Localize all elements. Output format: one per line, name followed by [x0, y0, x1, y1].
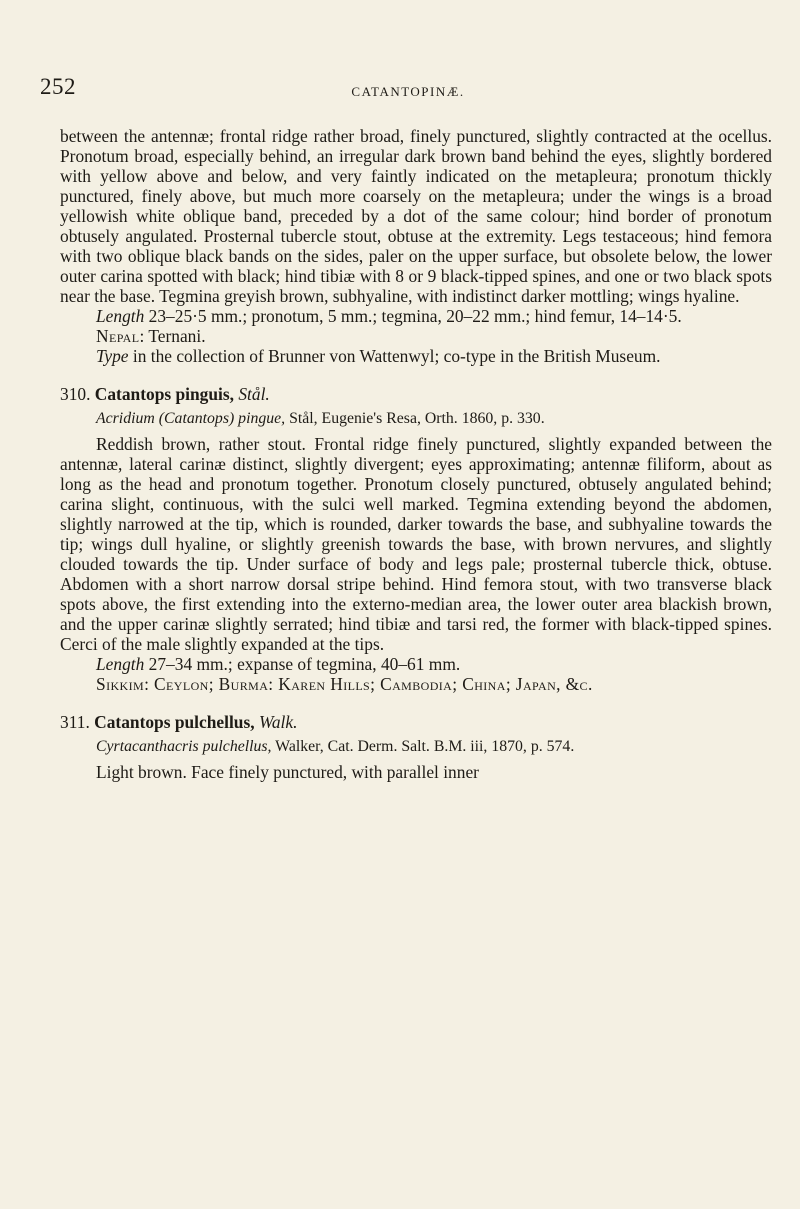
- locality-text: : Ternani.: [139, 326, 206, 346]
- type-text: in the collection of Brunner von Wattenwyl; co-type in the British Museum.: [128, 346, 661, 366]
- species-name: Catantops pinguis,: [94, 384, 234, 404]
- type-label: Type: [96, 346, 129, 366]
- length-label: Length: [96, 306, 145, 326]
- synonym-311: [60, 737, 772, 756]
- synonym-reference: Stål, Eugenie's Resa, Orth. 1860, p. 330.: [285, 410, 545, 427]
- species-author: Walk.: [258, 712, 298, 732]
- synonym-310: [60, 409, 772, 428]
- book-page: [40, 74, 776, 104]
- synonym-species: (Catantops) pingue,: [158, 410, 286, 427]
- entry-309-type: [60, 346, 772, 366]
- synonym-name: Cyrtacanthacris pulchellus,: [96, 738, 272, 755]
- synonym-reference: Walker, Cat. Derm. Salt. B.M. iii, 1870, p. 574.: [271, 738, 575, 755]
- locality-label: Nepal: [96, 326, 140, 346]
- species-heading-310: [60, 384, 772, 404]
- page-header: [40, 74, 776, 104]
- species-number: 311.: [60, 712, 90, 732]
- page-number: 252: [40, 74, 76, 99]
- entry-310-description: Reddish brown, rather stout. Frontal ridge finely punctured, slightly expanded between the antennæ, lateral carinæ distinct, slightly divergent; eyes approximating; antennæ filiform, about as long as the head and pronotum together. Pronotum closely punctured, obtusely angulated behind; carina slight, continuous, with the sulci well marked. Tegmina extending beyond the abdomen, slightly narrowed at the tip, which is rounded, darker towards the base, and subhyaline towards the tip; wings dull hyaline, or slightly greenish towards the base, with brown nervures, and slightly clouded towards the tip. Under surface of body and legs pale; prosternal tubercle thick, obtuse. Abdomen with a short narrow dorsal stripe behind. Hind femora stout, with two transverse black spots above, the first extending into the externo-median area, the lower outer area blackish brown, and the upper carinæ slightly serrated; hind tibiæ and tarsi red, the former with black-tipped spines. Cerci of the male slightly expanded at the tips.: [60, 434, 772, 654]
- species-author: Stål.: [238, 384, 270, 404]
- species-name: Catantops pulchellus,: [94, 712, 255, 732]
- length-text: 23–25·5 mm.; pronotum, 5 mm.; tegmina, 20–22 mm.; hind femur, 14–14·5.: [144, 306, 682, 326]
- species-number: 310.: [60, 384, 91, 404]
- length-label: Length: [96, 654, 145, 674]
- length-text: 27–34 mm.; expanse of tegmina, 40–61 mm.: [144, 654, 461, 674]
- running-head: CATANTOPINÆ.: [351, 84, 465, 99]
- entry-309-length: [60, 306, 772, 326]
- entry-309-continuation: between the antennæ; frontal ridge rather broad, finely punctured, slightly contracted at the ocellus. Pronotum broad, especially behind, an irregular dark brown band behind the eyes, slightly bordered with yellow above and below, and very faintly indicated on the metapleura; pronotum thickly punctured, finely above, but much more coarsely on the metapleura; under the wings is a broad yellowish white oblique band, preceded by a dot of the same colour; hind border of pronotum obtusely angulated. Prosternal tubercle stout, obtuse at the extremity. Legs testaceous; hind femora with two oblique black bands on the sides, paler on the upper surface, but obsolete below, the lower outer carina spotted with black; hind tibiæ with 8 or 9 black-tipped spines, and one or two black spots near the base. Tegmina greyish brown, subhyaline, with indistinct darker mottling; wings hyaline.: [60, 126, 772, 306]
- entry-310-length: [60, 654, 772, 674]
- entry-310-localities: Sikkim: Ceylon; Burma: Karen Hills; Cambodia; China; Japan, &c.: [96, 674, 593, 694]
- entry-309-locality: [60, 326, 772, 346]
- species-heading-311: [60, 712, 772, 732]
- entry-311-description: Light brown. Face finely punctured, with parallel inner: [96, 762, 479, 782]
- page-body: [60, 126, 772, 782]
- synonym-genus: Acridium: [96, 410, 155, 427]
